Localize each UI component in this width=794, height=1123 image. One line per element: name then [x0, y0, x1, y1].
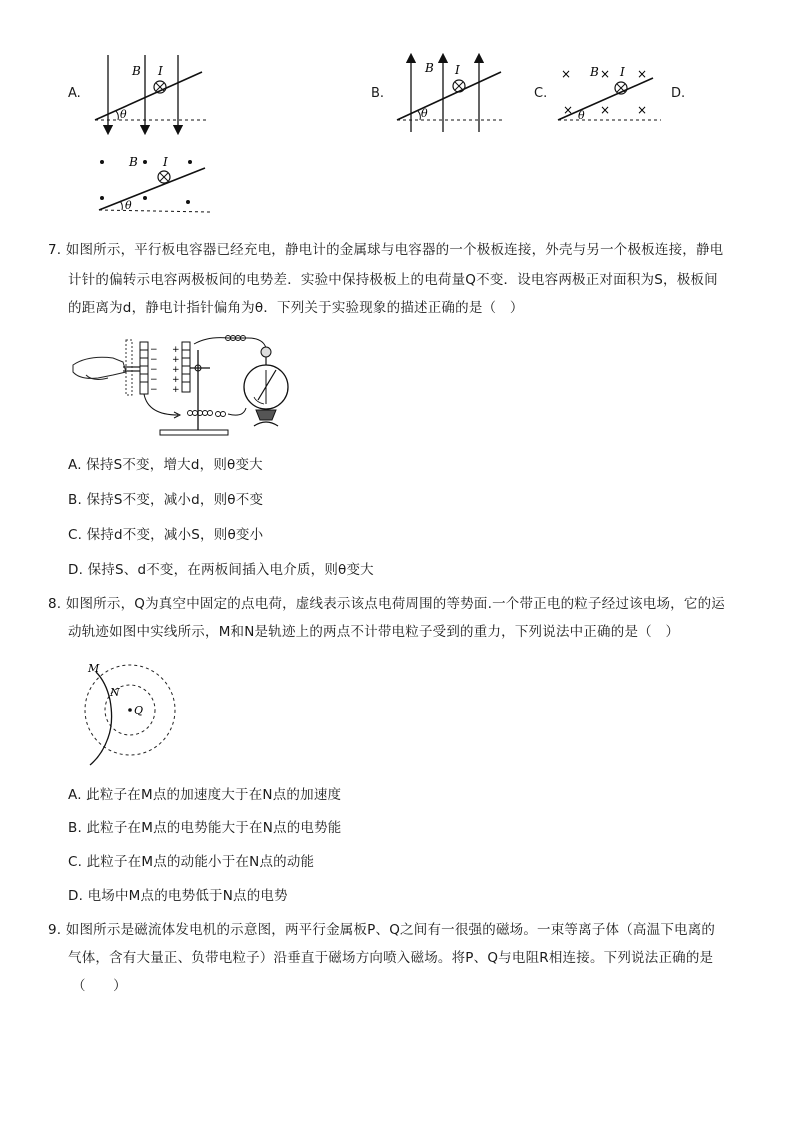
cross-mark: × [600, 103, 611, 117]
electroscope-apparatus-figure [68, 330, 298, 445]
question-9-line-1: 9. 如图所示是磁流体发电机的示意图，两平行金属板P、Q之间有一很强的磁场。一束等离子体（高温下电离的 [48, 922, 716, 938]
label-m: M [88, 662, 100, 675]
label-i: I [455, 63, 460, 77]
figure-b-diagram [393, 50, 523, 140]
label-b: B [129, 155, 138, 169]
question-8-option-b[interactable]: B. 此粒子在M点的电势能大于在N点的电势能 [68, 820, 342, 836]
label-theta: θ [578, 109, 585, 122]
svg-text:+: + [172, 345, 180, 355]
svg-text:−: − [150, 385, 158, 395]
label-n: N [110, 686, 120, 699]
cross-mark: × [561, 67, 572, 81]
label-b: B [590, 65, 599, 79]
question-7-option-c[interactable]: C. 保持d不变，减小S，则θ变小 [68, 527, 264, 543]
svg-text:+: + [172, 355, 180, 365]
svg-text:+: + [172, 385, 180, 395]
question-8-option-a[interactable]: A. 此粒子在M点的加速度大于在N点的加速度 [68, 787, 342, 803]
label-q: Q [134, 704, 144, 717]
label-b: B [425, 61, 434, 75]
question-8-option-d[interactable]: D. 电场中M点的电势低于N点的电势 [68, 888, 288, 904]
question-7-option-d[interactable]: D. 保持S、d不变，在两板间插入电介质，则θ变大 [68, 562, 374, 578]
option-b-label: B. [371, 86, 385, 101]
label-theta: θ [125, 199, 132, 212]
figure-c-diagram [553, 58, 668, 133]
option-a-label: A. [68, 86, 81, 101]
svg-text:−: − [150, 355, 158, 365]
label-i: I [163, 155, 168, 169]
svg-text:−: − [150, 345, 158, 355]
figure-a-diagram [90, 50, 220, 140]
label-i: I [620, 65, 625, 79]
cross-mark: × [637, 67, 648, 81]
label-b: B [132, 64, 141, 78]
equipotential-figure [78, 660, 178, 770]
figure-d-diagram [95, 150, 225, 220]
cross-mark: × [600, 67, 611, 81]
cross-mark: × [563, 103, 574, 117]
question-9-line-2: 气体，含有大量正、负带电粒子）沿垂直于磁场方向喷入磁场。将P、Q与电阻R相连接。下列说法正确的是 [68, 950, 714, 966]
question-7-line-2: 计针的偏转示电容两极板间的电势差．实验中保持极板上的电荷量Q不变．设电容两极正对面积为S，极板间 [68, 272, 718, 288]
question-7-option-a[interactable]: A. 保持S不变，增大d，则θ变大 [68, 457, 263, 473]
question-8-line-2: 动轨迹如图中实线所示，M和N是轨迹上的两点不计带电粒子受到的重力，下列说法中正确的是（ ） [68, 624, 680, 640]
option-d-label: D. [671, 86, 686, 101]
label-theta: θ [120, 108, 127, 121]
svg-text:+: + [172, 365, 180, 375]
cross-mark: × [637, 103, 648, 117]
question-7-option-b[interactable]: B. 保持S不变，减小d，则θ不变 [68, 492, 264, 508]
svg-text:−: − [150, 375, 158, 385]
svg-text:+: + [172, 375, 180, 385]
label-theta: θ [421, 107, 428, 120]
question-8-line-1: 8. 如图所示，Q为真空中固定的点电荷，虚线表示该点电荷周围的等势面.一个带正电的粒子经过该电场，它的运 [48, 596, 725, 612]
question-8-option-c[interactable]: C. 此粒子在M点的动能小于在N点的动能 [68, 854, 315, 870]
question-7-line-1: 7. 如图所示，平行板电容器已经充电，静电计的金属球与电容器的一个极板连接，外壳与另一个极板连接，静电 [48, 242, 724, 258]
label-i: I [158, 64, 163, 78]
question-9-line-3: （ ） [72, 978, 127, 994]
option-c-label: C. [534, 86, 548, 101]
svg-text:−: − [150, 365, 158, 375]
question-7-line-3: 的距离为d，静电计指针偏角为θ．下列关于实验现象的描述正确的是（ ） [68, 300, 524, 316]
